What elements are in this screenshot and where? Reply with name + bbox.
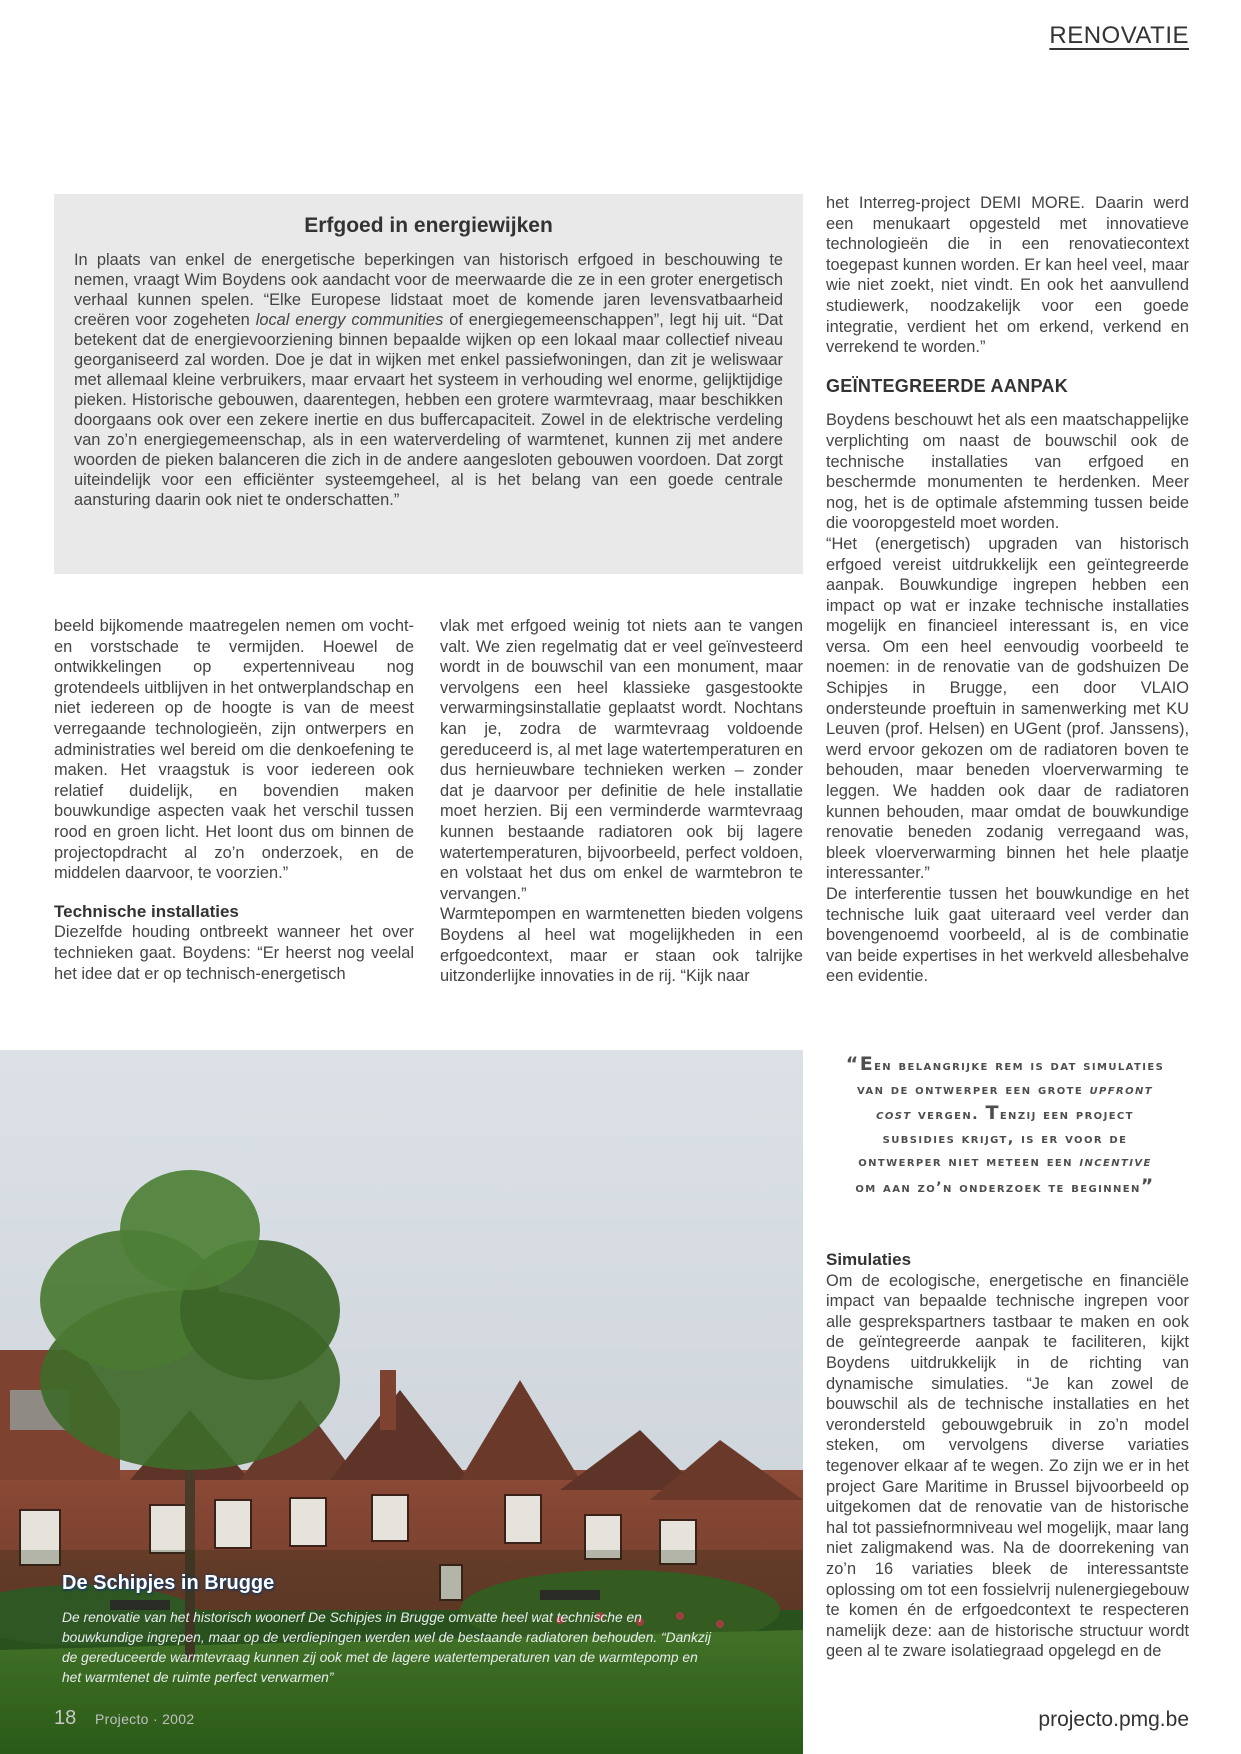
col3-paragraph-1: het Interreg-project DEMI MORE. Daarin werd een menukaart opgesteld met innovatieve technologieën die in een renovatiecontext toegepast kunnen worden. Er kan heel veel, maar wie niet zoekt, niet vindt. En ook het aanvullend studiewerk, noodzakelijk voor een goede integratie, verdient het om erkend, verkend en verrekend te worden.” [826, 194, 1189, 357]
col1-paragraph-1: beeld bijkomende maatregelen nemen om vocht- en vorstschade te vermijden. Hoewel de ontwikkelingen op expertenniveau nog grotendeels uitblijven in het ontwerplandschap en niet iedereen op de hoogte is van de meest verregaande technologieën, zijn ontwerpers en administraties wel bereid om die denkoefening te maken. Het vraagstuk is voor iedereen ook relatief duidelijk, en bovendien maken bouwkundige aspecten vaak het verschil tussen rood en groen licht. Het loont dus om binnen de projectopdracht al zo’n onderzoek, en de middelen daarvoor, te voorzien.” [54, 617, 414, 883]
col3-heading: GEÏNTEGREERDE AANPAK [826, 375, 1069, 396]
section-tag: RENOVATIE [1049, 22, 1189, 49]
column-3-lower [826, 1250, 1189, 1662]
col1-paragraph-2: Diezelfde houding ontbreekt wanneer het over technieken gaat. Boydens: “Er heerst nog veelal het idee dat er op technisch-energetisch [54, 923, 414, 983]
page-number: 18 [54, 1707, 77, 1729]
column-1 [54, 616, 414, 984]
photo-caption-title: De Schipjes in Brugge [62, 1572, 275, 1594]
col3-paragraph-3: “Het (energetisch) upgraden van historisch erfgoed vereist uitdrukkelijk een geïntegreerde aanpak. Bouwkundige ingrepen hebben een impact op wat er inzake technische installaties mogelijk en financieel interessant is, en vice versa. Om een heel eenvoudig voorbeeld te noemen: in de renovatie van de godshuizen De Schipjes in Brugge, een door VLAIO ondersteunde proeftuin in samenwerking met KU Leuven (prof. Helsen) en UGent (prof. Janssens), werd ervoor gekozen om de radiatoren boven te behouden, maar beneden vloerverwarming te leggen. We hadden ook daar de radiatoren kunnen behouden, maar omdat de bouwkundige renovatie beneden zodanig verregaand was, bleek vloerverwarming binnen het hele plaatje interessanter.” [826, 534, 1189, 883]
sidebar-box-title: Erfgoed in energiewijken [304, 214, 553, 237]
sidebar-box [54, 194, 803, 574]
publication-name: Projecto · 2002 [95, 1711, 195, 1727]
col2-paragraph-1: vlak met erfgoed weinig tot niets aan te vangen valt. We zien regelmatig dat er veel geïnvesteerd wordt in de bouwschil van een monument, maar vervolgens een heel klassieke gasgestookte verwarmingsinstallatie geplaatst wordt. Nochtans kan je, zodra de warmtevraag voldoende gereduceerd is, al met lage watertemperaturen en dus hernieuwbare technieken werken – zonder dat je daarvoor per definitie de hele installatie moet herzien. Bij een verminderde warmtevraag kunnen bestaande radiatoren ook bij lagere watertemperaturen, bijvoorbeeld, perfect voldoen, en volstaat het dus om enkel de warmtebron te vervangen.” [440, 617, 803, 903]
photo-caption-text: De renovatie van het historisch woonerf De Schipjes in Brugge omvatte heel wat technische en bouwkundige ingrepen, maar op de verdiepingen werden wel de bestaande radiatoren behouden. “Dankzij de gereduceerde warmtevraag kunnen zij ook met de lagere watertemperaturen van de warmtepomp en het warmtenet de ruimte perfect verwarmen” [62, 1610, 711, 1685]
website-link[interactable]: projecto.pmg.be [1038, 1708, 1189, 1731]
column-2 [440, 616, 803, 987]
col3b-heading: Simulaties [826, 1250, 912, 1269]
col2-paragraph-2: Warmtepompen en warmtenetten bieden volgens Boydens al heel wat mogelijkheden in een erfgoedcontext, maar er staan ook talrijke uitzonderlijke innovaties in de rij. “Kijk naar [440, 905, 803, 986]
col3-paragraph-4: De interferentie tussen het bouwkundige en het technische luik gaat uiteraard veel verder dan bovengenoemd voorbeeld, al is de combinatie van beide expertises in het werkveld allesbehalve een evidentie. [826, 885, 1189, 986]
col1-heading: Technische installaties [54, 901, 239, 921]
pull-quote: “Een belangrijke rem is dat simulaties van de ontwerper een grote upfront cost vergen. Tenzij een project subsidies krijgt, is er voor de ontwerper niet meteen een incentive om aan zo’n onderzoek te beginnen” [845, 1053, 1165, 1197]
col3-paragraph-2: Boydens beschouwt het als een maatschappelijke verplichting om naast de bouwschil ook de technische installaties van erfgoed en beschermde monumenten te herdenken. Meer nog, het is de optimale afstemming tussen beide die vooropgesteld moet worden. [826, 411, 1189, 533]
sidebar-box-text: In plaats van enkel de energetische beperkingen van historisch erfgoed in beschouwing te nemen, vraagt Wim Boydens ook aandacht voor de meerwaarde die ze in een groter energetisch verhaal kunnen spelen. “Elke Europese lidstaat moet de komende jaren levensvatbaarheid creëren voor zogeheten local energy communities of energiegemeenschappen”, legt hij uit. “Dat betekent dat de energievoorziening binnen bepaalde wijken op een lokaal maar collectief niveau georganiseerd zal worden. Doe je dat in wijken met enkel passiefwoningen, dan zit je weliswaar met allemaal kleine verbruikers, maar ervaart het systeem in verhouding wel enorme, gelijktijdige pieken. Historische gebouwen, daarentegen, hebben een grotere warmtevraag, maar beschikken doorgaans ook over een zekere inertie en dus buffercapaciteit. Zowel in de elektrische verdeling van zo’n energiegemeenschap, als in een waterverdeling of warmtenet, kunnen zij met andere woorden de pieken balanceren die zich in de andere aangesloten gebouwen voordoen. Dat zorgt uiteindelijk voor een efficiënter systeemgeheel, al is het belang van een goede centrale aansturing daarin ook niet te onderschatten.” [74, 251, 783, 509]
column-3 [826, 193, 1189, 987]
col3b-paragraph-1: Om de ecologische, energetische en financiële impact van bepaalde technische ingrepen voor alle gesprekspartners tastbaar te maken en ook de geïntegreerde aanpak te faciliteren, kijkt Boydens uitdrukkelijk in de richting van dynamische simulaties. “Je kan zowel de bouwschil als de technische installaties en het verondersteld gebouwgebruik in zo’n model steken, om vervolgens diverse variaties tegenover elkaar af te wegen. Zo zijn we er in het project Gare Maritime in Brussel bijvoorbeeld op uitgekomen dat de renovatie van de historische hal tot passiefnormniveau wel mogelijk, maar lang niet zaligmakend was. Na de doorrekening van zo’n 16 variaties bleek de interessantste oplossing om tot een fossielvrij nulenergiegebouw te komen én de erfgoedcontext te respecteren namelijk deze: aan de historische structuur wordt geen al te zware isolatiegraad opgelegd en de [826, 1271, 1189, 1661]
